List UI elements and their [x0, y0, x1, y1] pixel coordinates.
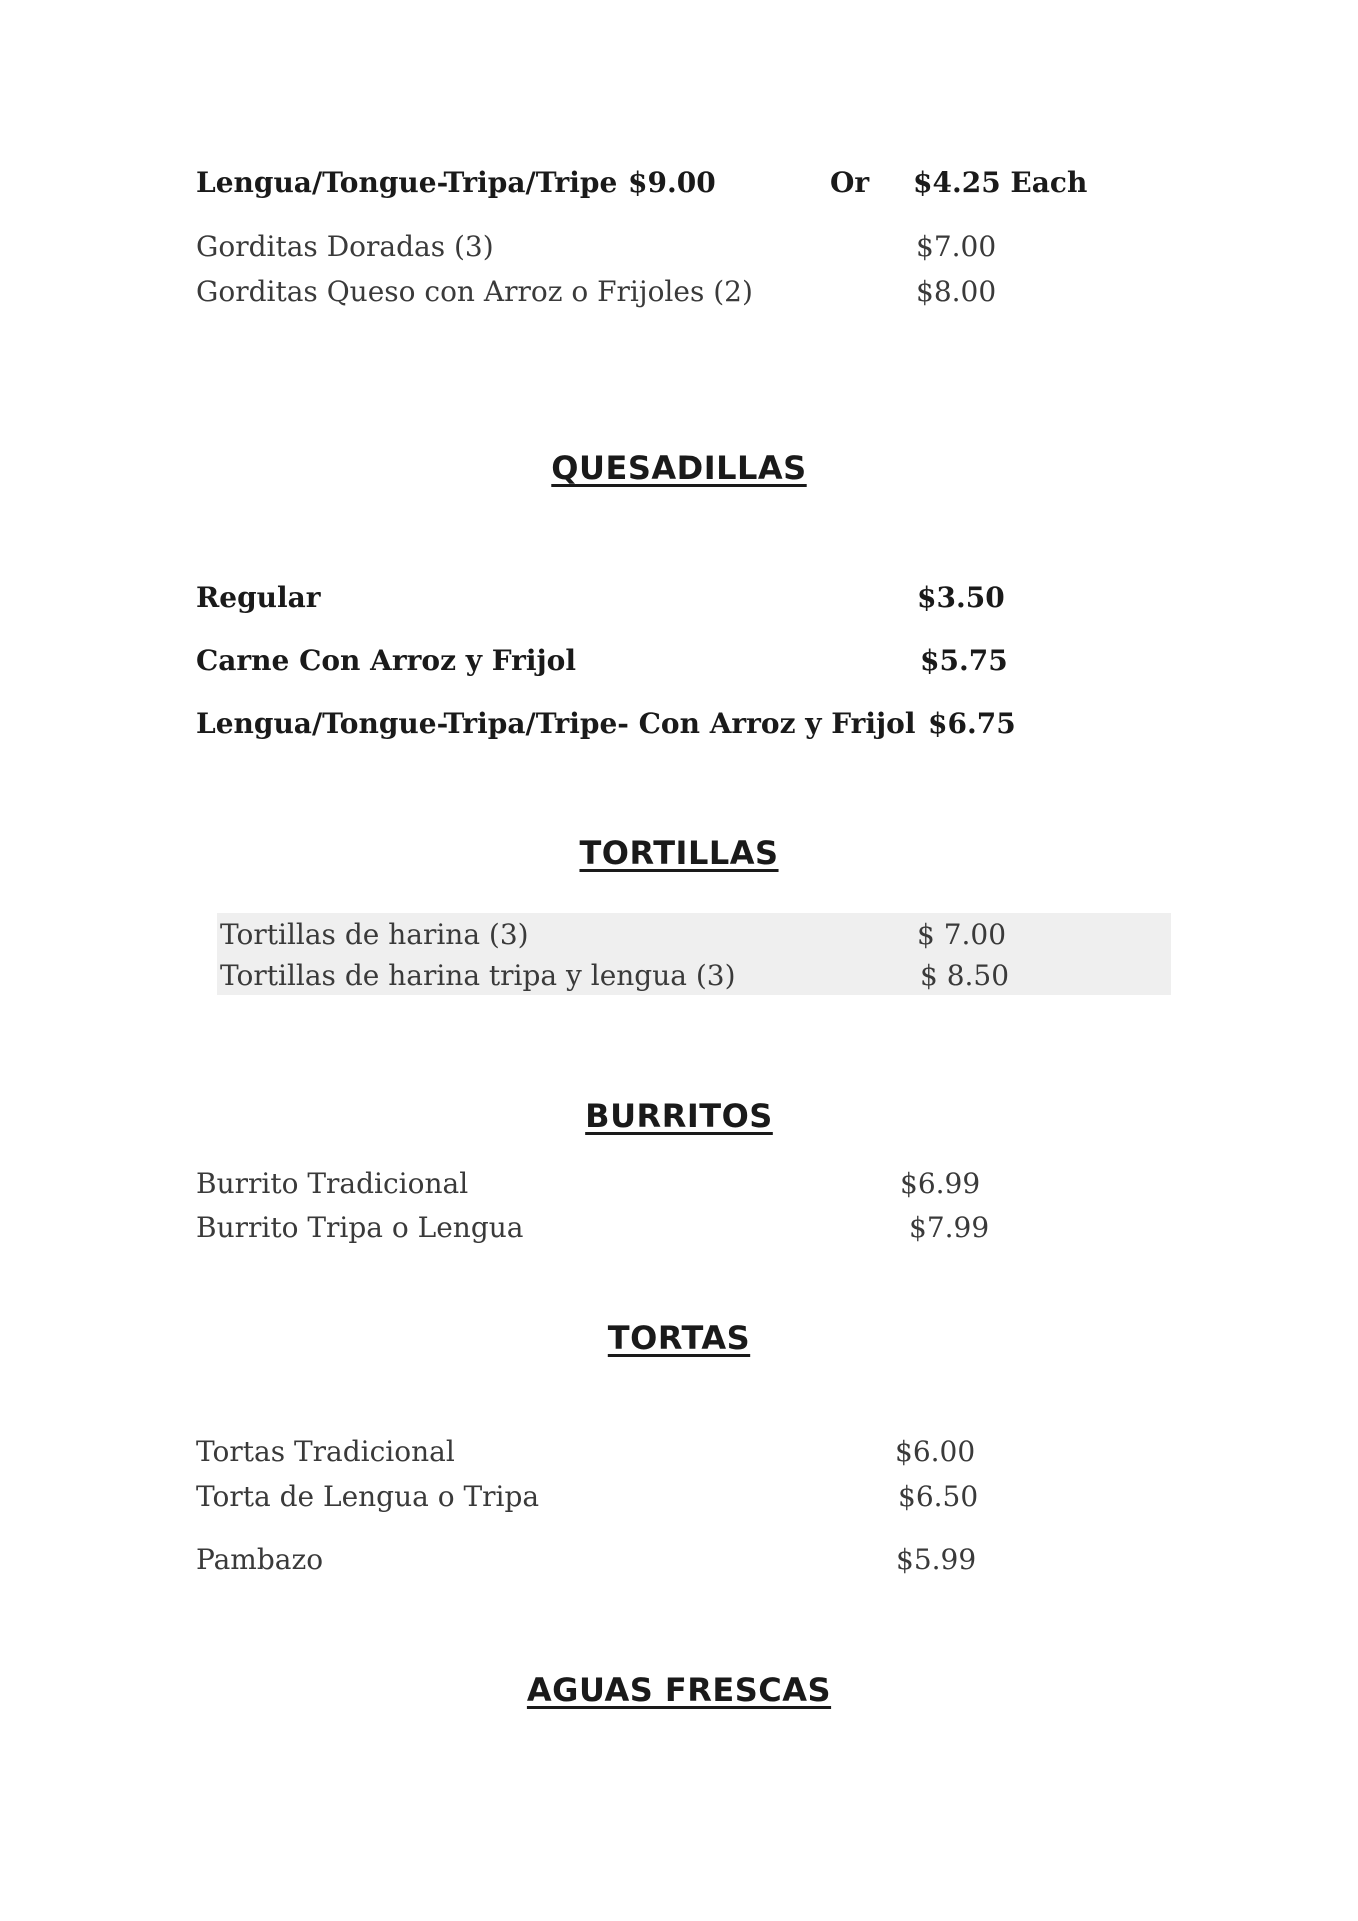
menu-item-name: Tortillas de harina (3) — [220, 918, 529, 951]
tongue-tripe-or: Or — [830, 166, 870, 199]
menu-item-price: $5.75 — [920, 644, 1008, 677]
section-heading-aguas-frescas: AGUAS FRESCAS — [526, 1671, 832, 1709]
menu-item-name: Lengua/Tongue-Tripa/Tripe- Con Arroz y Frijol — [196, 707, 916, 740]
section-heading-tortillas: TORTILLAS — [579, 834, 779, 872]
menu-item-name: Pambazo — [196, 1543, 324, 1576]
menu-item-name: Tortillas de harina tripa y lengua (3) — [220, 959, 736, 992]
menu-item-name: Gorditas Queso con Arroz o Frijoles (2) — [196, 275, 753, 308]
menu-item-name: Carne Con Arroz y Frijol — [196, 644, 576, 677]
menu-item-name: Burrito Tradicional — [196, 1167, 469, 1200]
menu-item-price: $6.00 — [895, 1435, 976, 1468]
menu-item-name: Regular — [196, 581, 321, 614]
menu-item-price: $6.50 — [898, 1480, 979, 1513]
menu-item-name: Torta de Lengua o Tripa — [196, 1480, 540, 1513]
section-heading-quesadillas: QUESADILLAS — [551, 449, 807, 487]
menu-item-price: $8.00 — [916, 275, 997, 308]
menu-item-name: Burrito Tripa o Lengua — [196, 1211, 524, 1244]
menu-item-price: $7.99 — [909, 1211, 990, 1244]
section-heading-tortas: TORTAS — [607, 1319, 751, 1357]
menu-item-price: $ 8.50 — [920, 959, 1010, 992]
tongue-tripe-each-price: $4.25 Each — [913, 166, 1088, 199]
section-heading-burritos: BURRITOS — [585, 1097, 773, 1135]
menu-item-price: $6.99 — [900, 1167, 981, 1200]
tongue-tripe-price: $9.00 — [628, 166, 716, 199]
menu-item-price: $7.00 — [916, 230, 997, 263]
menu-item-price: $6.75 — [928, 707, 1016, 740]
menu-item-price: $5.99 — [896, 1543, 977, 1576]
menu-item-price: $ 7.00 — [917, 918, 1007, 951]
tongue-tripe-item-name: Lengua/Tongue-Tripa/Tripe — [196, 166, 618, 199]
menu-item-name: Gorditas Doradas (3) — [196, 230, 494, 263]
menu-item-name: Tortas Tradicional — [196, 1435, 455, 1468]
menu-item-price: $3.50 — [917, 581, 1005, 614]
